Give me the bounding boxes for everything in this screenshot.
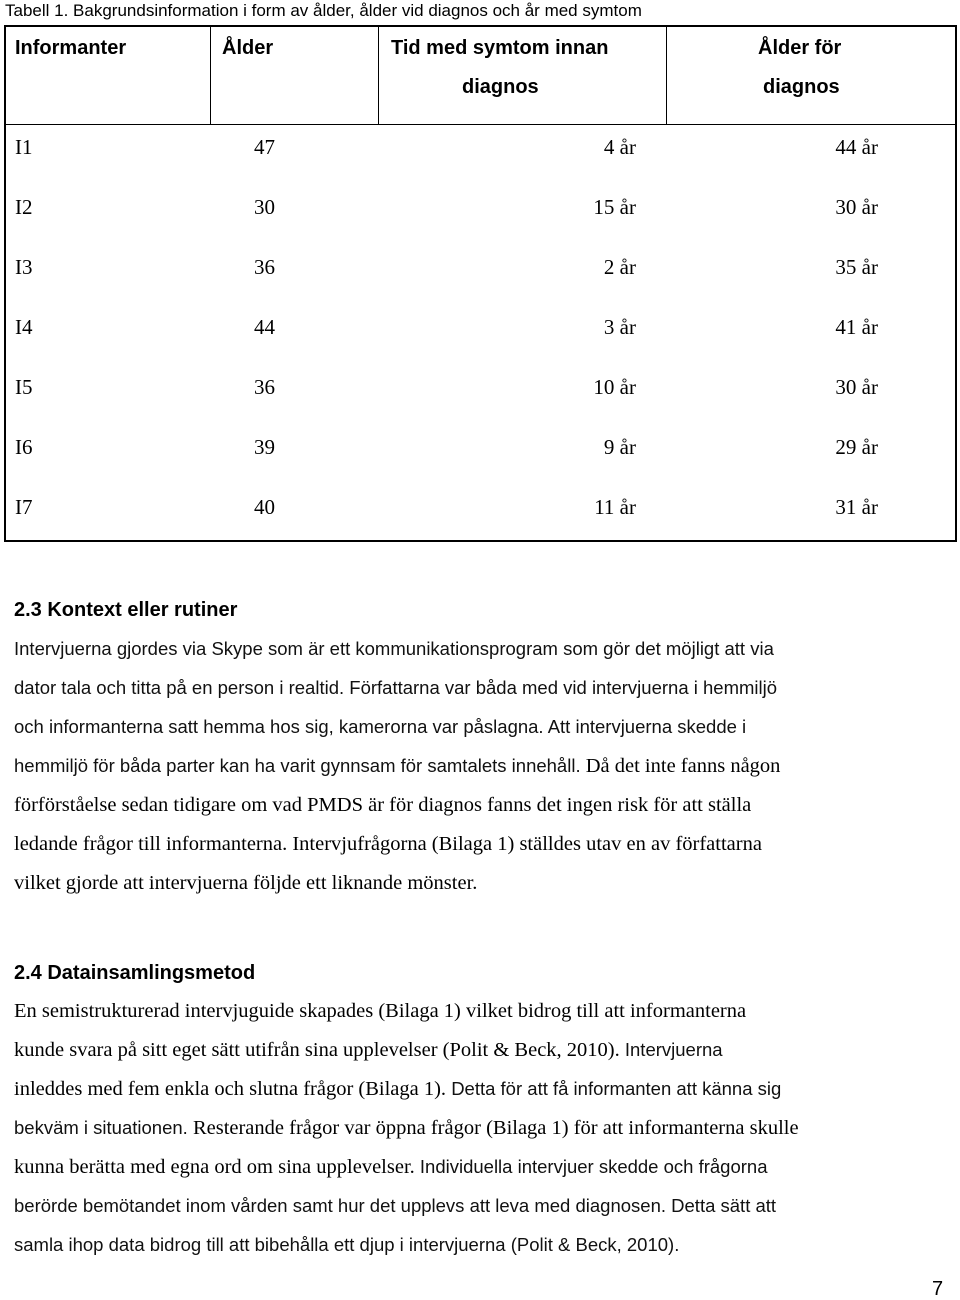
text-segment: kunde svara på sitt eget sätt utifrån sina upplevelser (Polit & Beck, 2010). — [14, 1039, 625, 1061]
cell-symptom-time: 4 år — [603, 135, 636, 159]
text-line — [14, 1233, 874, 1272]
cell-age: 39 — [254, 435, 275, 459]
cell-informant: I5 — [15, 375, 33, 399]
header-alder-for-line2: diagnos — [763, 76, 840, 98]
column-divider — [666, 27, 667, 124]
cell-age-at-diagnosis: 30 år — [835, 375, 878, 399]
text-segment: förförståelse sedan tidigare om vad PMDS är för diagnos fanns det ingen risk för att ställa — [14, 794, 752, 816]
column-divider — [210, 27, 211, 124]
cell-symptom-time: 9 år — [603, 435, 636, 459]
text-line — [14, 1155, 874, 1194]
text-line — [14, 999, 874, 1038]
text-segment: Detta för att få informanten att känna sig — [451, 1078, 782, 1099]
text-segment: Intervjufrågorna (Bilaga 1) ställdes utav en av författarna — [292, 833, 762, 855]
cell-symptom-time: 2 år — [603, 255, 636, 279]
cell-informant: I7 — [15, 495, 33, 519]
background-table — [4, 25, 957, 542]
cell-age: 36 — [254, 255, 275, 279]
text-line — [14, 1077, 874, 1116]
section-2-4-paragraph — [14, 999, 874, 1272]
cell-age-at-diagnosis: 35 år — [835, 255, 878, 279]
text-segment: dator tala och titta på en person i realtid. — [14, 677, 350, 698]
header-tid-line2: diagnos — [462, 76, 539, 98]
text-segment: En semistrukturerad intervjuguide skapades (Bilaga 1) vilket bidrog till att informanterna — [14, 1000, 747, 1022]
text-line — [14, 1038, 874, 1077]
cell-symptom-time: 15 år — [593, 195, 636, 219]
text-line — [14, 1194, 874, 1233]
text-line — [14, 754, 874, 793]
header-informanter: Informanter — [15, 37, 127, 59]
text-segment: kunna berätta med egna ord om sina upplevelser. — [14, 1156, 420, 1178]
header-divider — [6, 124, 955, 125]
text-segment: och informanterna satt hemma hos sig, kamerorna var påslagna. — [14, 716, 548, 737]
section-heading-2-3: 2.3 Kontext eller rutiner — [14, 599, 238, 621]
text-line — [14, 832, 874, 871]
text-segment: berörde bemötandet inom vården samt hur det upplevs att leva med diagnosen. — [14, 1195, 672, 1216]
cell-age-at-diagnosis: 41 år — [835, 315, 878, 339]
cell-age-at-diagnosis: 44 år — [835, 135, 878, 159]
column-divider — [378, 27, 379, 124]
cell-age-at-diagnosis: 29 år — [835, 435, 878, 459]
text-segment: vilket gjorde att intervjuerna följde ett liknande mönster. — [14, 872, 478, 894]
cell-age: 30 — [254, 195, 275, 219]
header-alder-for-line1: Ålder för — [758, 37, 842, 59]
cell-symptom-time: 3 år — [603, 315, 636, 339]
text-segment: inleddes med fem enkla och slutna frågor (Bilaga 1). — [14, 1078, 452, 1100]
text-line — [14, 871, 874, 910]
cell-symptom-time: 10 år — [593, 375, 636, 399]
text-segment: Då det inte fanns någon — [585, 755, 781, 777]
cell-age: 44 — [254, 315, 275, 339]
section-heading-2-4: 2.4 Datainsamlingsmetod — [14, 962, 256, 984]
text-line — [14, 676, 874, 715]
text-line — [14, 793, 874, 832]
section-2-3-paragraph — [14, 637, 874, 910]
table-caption: Tabell 1. Bakgrundsinformation i form av ålder, ålder vid diagnos och år med symtom — [5, 1, 642, 20]
cell-age: 47 — [254, 135, 275, 159]
text-segment: Att intervjuerna skedde i — [547, 716, 747, 737]
cell-informant: I1 — [15, 135, 33, 159]
cell-informant: I2 — [15, 195, 33, 219]
text-segment: Intervjuerna — [624, 1039, 723, 1060]
header-tid-line1: Tid med symtom innan — [391, 37, 609, 59]
cell-age: 40 — [254, 495, 275, 519]
text-segment: samla ihop data bidrog till att bibehålla ett djup i intervjuerna (Polit & Beck, 2010). — [14, 1234, 680, 1255]
text-segment: Intervjuerna gjordes via Skype som är ett kommunikationsprogram som gör det möjligt att via — [14, 638, 774, 659]
page-number: 7 — [932, 1278, 944, 1300]
text-line — [14, 715, 874, 754]
cell-age: 36 — [254, 375, 275, 399]
cell-symptom-time: 11 år — [594, 495, 636, 519]
text-segment: Detta sätt att — [671, 1195, 777, 1216]
cell-informant: I6 — [15, 435, 33, 459]
text-segment: Individuella intervjuer skedde och frågorna — [419, 1156, 768, 1177]
text-segment: ledande frågor till informanterna. — [14, 833, 293, 855]
text-segment: Författarna var båda med vid intervjuerna i hemmiljö — [349, 677, 778, 698]
cell-age-at-diagnosis: 30 år — [835, 195, 878, 219]
cell-age-at-diagnosis: 31 år — [835, 495, 878, 519]
text-segment: bekväm i situationen. — [14, 1117, 193, 1138]
cell-informant: I3 — [15, 255, 33, 279]
text-segment: hemmiljö för båda parter kan ha varit gynnsam för samtalets innehåll. — [14, 755, 586, 776]
text-segment: Resterande frågor var öppna frågor (Bilaga 1) för att informanterna skulle — [192, 1117, 799, 1139]
text-line — [14, 1116, 874, 1155]
cell-informant: I4 — [15, 315, 33, 339]
header-alder: Ålder — [222, 37, 274, 59]
text-line — [14, 637, 874, 676]
